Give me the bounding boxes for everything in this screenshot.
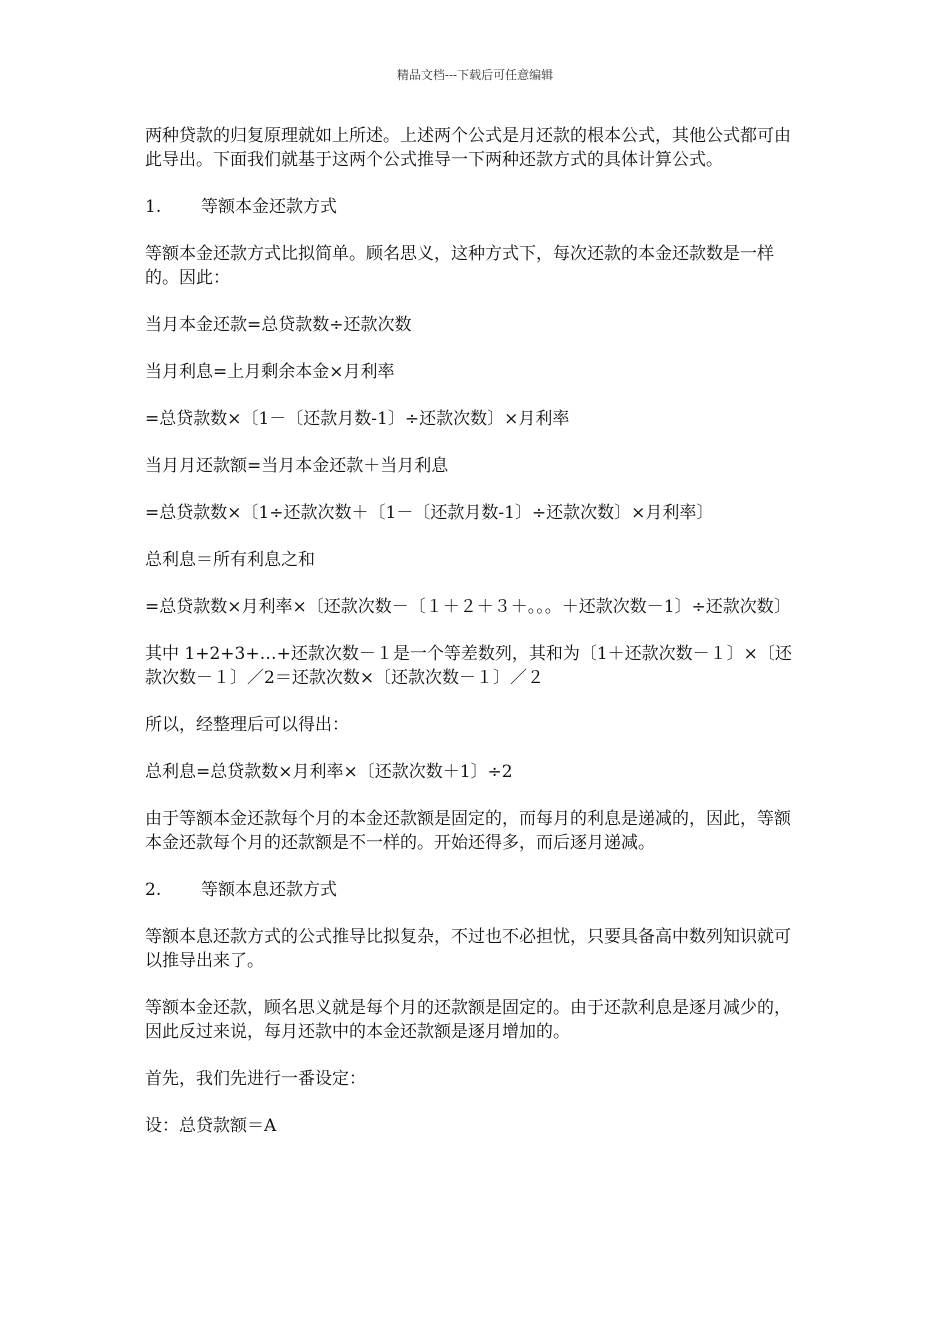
section-heading-2 <box>145 878 805 902</box>
formula-line: =总贷款数×月利率×〔还款次数－〔１＋２＋３＋。。。＋还款次数－1〕÷还款次数〕 <box>145 597 791 617</box>
section-heading-1 <box>145 195 805 219</box>
document-body <box>145 124 805 1161</box>
formula-line: 当月月还款额=当月本金还款＋当月利息 <box>145 456 449 476</box>
paragraph: 等额本息还款方式的公式推导比拟复杂，不过也不必担忧，只要具备高中数列知识就可以推导出来了。 <box>145 927 791 971</box>
paragraph-intro: 两种贷款的归复原理就如上所述。上述两个公式是月还款的根本公式，其他公式都可由此导出。下面我们就基于这两个公式推导一下两种还款方式的具体计算公式。 <box>145 126 791 170</box>
section-title: 等额本息还款方式 <box>201 880 337 900</box>
section-number: 2. <box>145 880 162 900</box>
paragraph: 所以，经整理后可以得出： <box>145 715 349 735</box>
section-number: 1. <box>145 197 162 217</box>
formula-line: 当月本金还款=总贷款数÷还款次数 <box>145 315 412 335</box>
formula-line: 总利息=总贷款数×月利率×〔还款次数＋1〕÷2 <box>145 762 513 782</box>
paragraph: 由于等额本金还款每个月的本金还款额是固定的，而每月的利息是递减的，因此，等额本金还款每个月的还款额是不一样的。开始还得多，而后逐月递减。 <box>145 809 791 853</box>
paragraph: 等额本金还款，顾名思义就是每个月的还款额是固定的。由于还款利息是逐月减少的，因此反过来说，每月还款中的本金还款额是逐月增加的。 <box>145 998 791 1042</box>
formula-line: 总利息＝所有利息之和 <box>145 550 315 570</box>
formula-line: =总贷款数×〔1－〔还款月数-1〕÷还款次数〕×月利率 <box>145 409 570 429</box>
paragraph: 等额本金还款方式比拟简单。顾名思义，这种方式下，每次还款的本金还款数是一样的。因此： <box>145 244 774 288</box>
paragraph: 设：总贷款额＝A <box>145 1116 277 1136</box>
formula-line: =总贷款数×〔1÷还款次数＋〔1－〔还款月数-1〕÷还款次数〕×月利率〕 <box>145 503 714 523</box>
paragraph: 其中 1+2+3+…+还款次数－１是一个等差数列，其和为〔1＋还款次数－１〕×〔还款次数－１〕／2＝还款次数×〔还款次数－１〕／２ <box>145 644 792 688</box>
section-title: 等额本金还款方式 <box>201 197 337 217</box>
paragraph: 首先，我们先进行一番设定： <box>145 1069 366 1089</box>
page-header: 精品文档---下载后可任意编辑 <box>396 68 554 82</box>
formula-line: 当月利息=上月剩余本金×月利率 <box>145 362 395 382</box>
